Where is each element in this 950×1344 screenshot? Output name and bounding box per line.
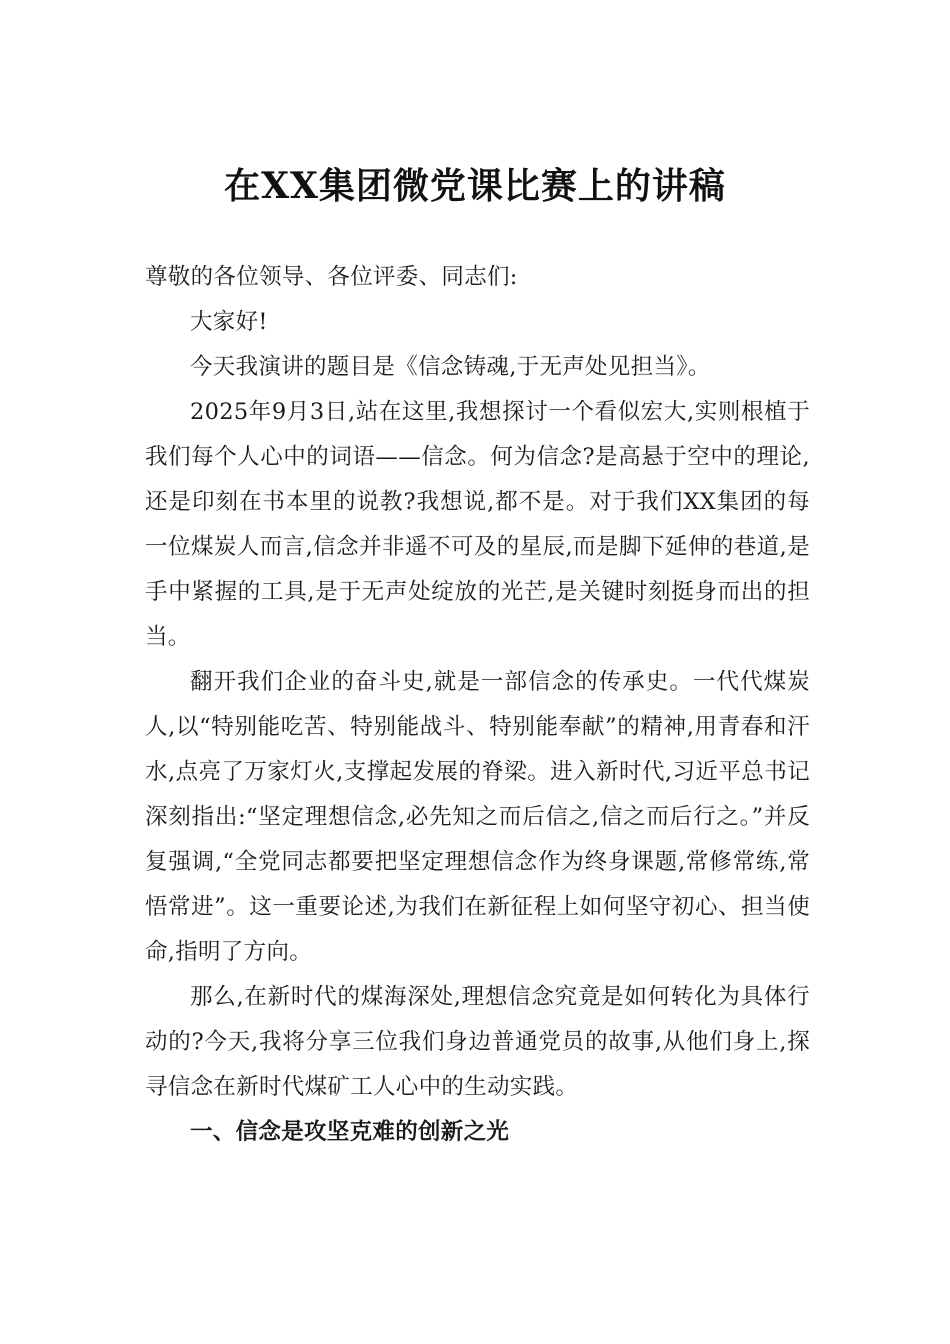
document-title: 在XX集团微党课比赛上的讲稿 — [224, 165, 726, 207]
paragraph-stories-intro: 那么,在新时代的煤海深处,理想信念究竟是如何转化为具体行动的?今天,我将分享三位我们身边普通党员的故事,从他们身上,探寻信念在新时代煤矿工人心中的生动实践。 — [145, 984, 810, 1100]
salutation: 尊敬的各位领导、各位评委、同志们: — [145, 264, 518, 290]
document-body — [145, 255, 810, 1155]
paragraph-belief-intro: 2025年9月3日,站在这里,我想探讨一个看似宏大,实则根植于我们每个人心中的词语——信念。何为信念?是高悬于空中的理论,还是印刻在书本里的说教?我想说,都不是。对于我们XX集团的每一位煤炭人而言,信念并非遥不可及的星辰,而是脚下延伸的巷道,是手中紧握的工具,是于无声处绽放的光芒,是关键时刻挺身而出的担当。 — [145, 399, 810, 650]
section-heading: 一、信念是攻坚克难的创新之光 — [190, 1119, 510, 1145]
greeting: 大家好! — [190, 309, 268, 335]
paragraph-topic: 今天我演讲的题目是《信念铸魂,于无声处见担当》。 — [190, 354, 711, 380]
paragraph-history: 翻开我们企业的奋斗史,就是一部信念的传承史。一代代煤炭人,以“特别能吃苦、特别能战斗、特别能奉献”的精神,用青春和汗水,点亮了万家灯火,支撑起发展的脊梁。进入新时代,习近平总书记深刻指出:“坚定理想信念,必先知之而后信之,信之而后行之。”并反复强调,“全党同志都要把坚定理想信念作为终身课题,常修常练,常悟常进”。这一重要论述,为我们在新征程上如何坚守初心、担当使命,指明了方向。 — [145, 669, 810, 965]
